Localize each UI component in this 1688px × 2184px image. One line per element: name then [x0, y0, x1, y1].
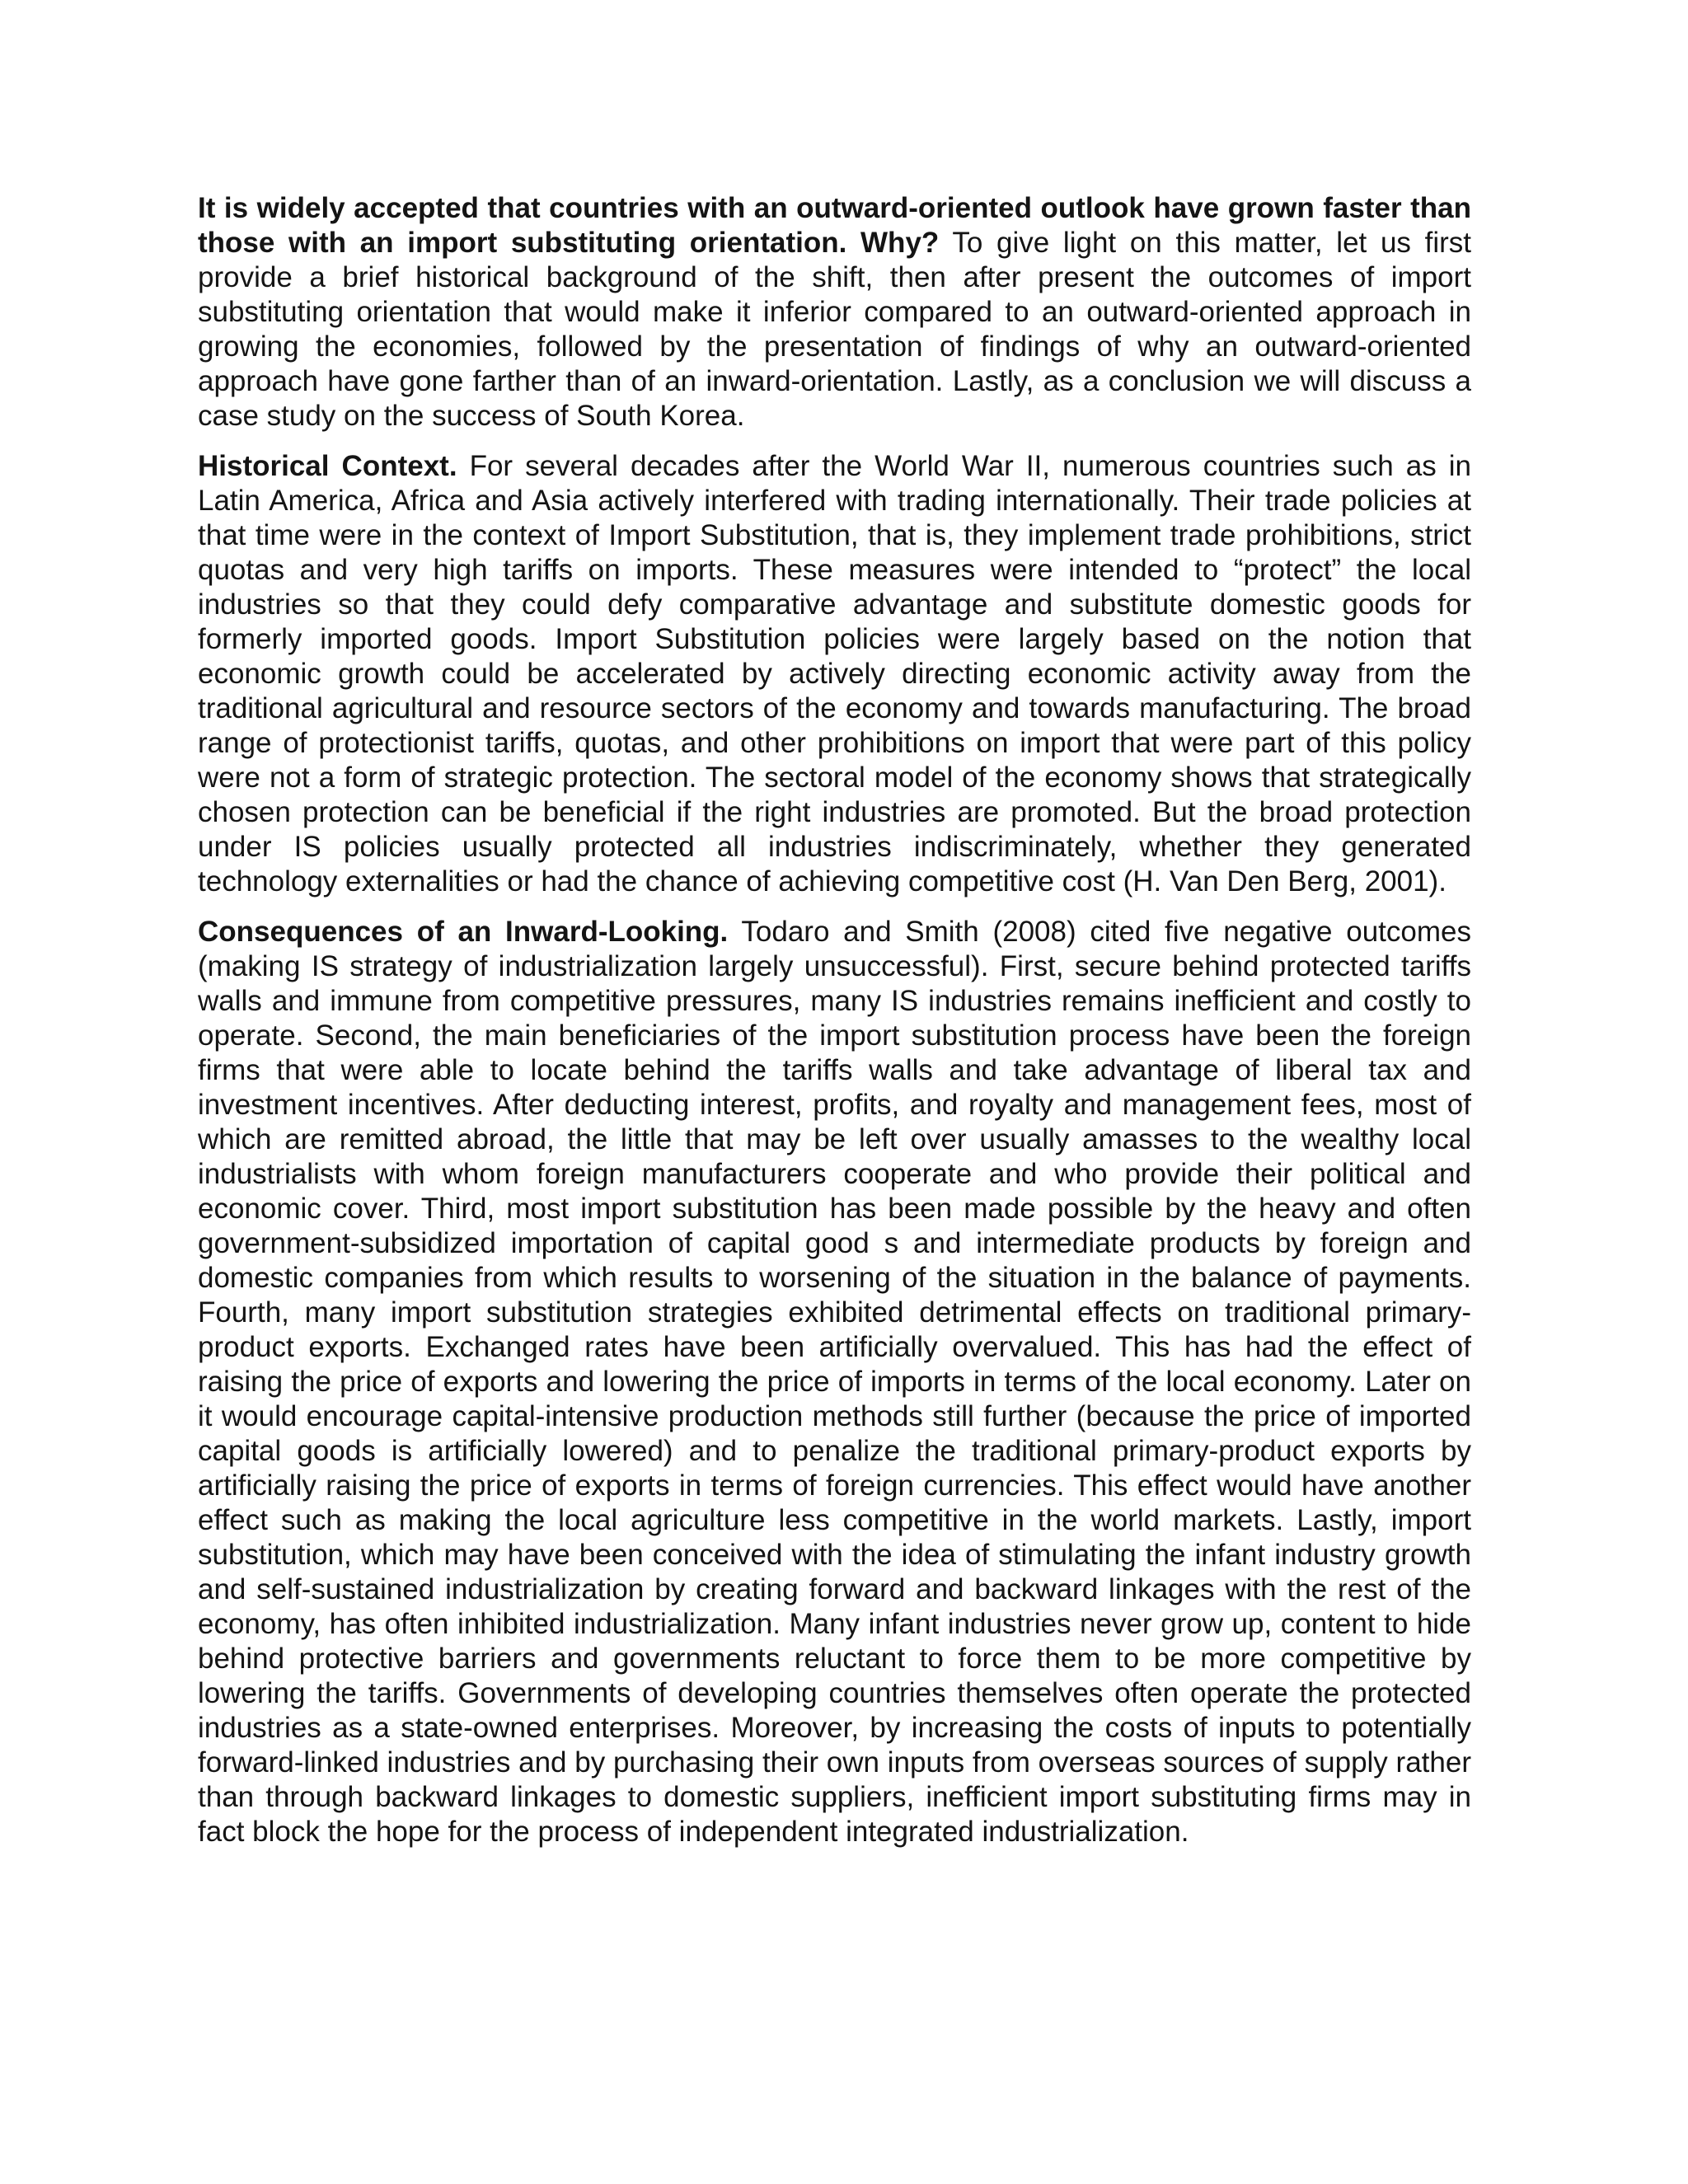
- intro-lead-question: It is widely accepted that countries with an outward-oriented outlook have grown faster than those with an import substituting orientation. Why?: [198, 192, 1471, 259]
- historical-context-body: For several decades after the World War II, numerous countries such as in Latin America, Africa and Asia actively interfered with trading internationally. Their trade policies at that time were in the context of Import Substitution, that is, they implement trade prohibitions, strict quotas and very high tariffs on imports. These measures were intended to “protect” the local industries so that they could defy comparative advantage and substitute domestic goods for formerly imported goods. Import Substitution policies were largely based on the notion that economic growth could be accelerated by actively directing economic activity away from the traditional agricultural and resource sectors of the economy and towards manufacturing. The broad range of protectionist tariffs, quotas, and other prohibitions on import that were part of this policy were not a form of strategic protection. The sectoral model of the economy shows that strategically chosen protection can be beneficial if the right industries are promoted. But the broad protection under IS policies usually protected all industries indiscriminately, whether they generated technology externalities or had the chance of achieving competitive cost (H. Van Den Berg, 2001).: [198, 450, 1471, 898]
- intro-paragraph: [198, 191, 1471, 434]
- historical-context-heading: Historical Context.: [198, 450, 457, 482]
- document-page: [198, 191, 1471, 1865]
- consequences-body: Todaro and Smith (2008) cited five negative outcomes (making IS strategy of industrialization largely unsuccessful). First, secure behind protected tariffs walls and immune from competitive pressures, many IS industries remains inefficient and costly to operate. Second, the main beneficiaries of the import substitution process have been the foreign firms that were able to locate behind the tariffs walls and take advantage of liberal tax and investment incentives. After deducting interest, profits, and royalty and management fees, most of which are remitted abroad, the little that may be left over usually amasses to the wealthy local industrialists with whom foreign manufacturers cooperate and who provide their political and economic cover. Third, most import substitution has been made possible by the heavy and often government-subsidized importation of capital good s and intermediate products by foreign and domestic companies from which results to worsening of the situation in the balance of payments. Fourth, many import substitution strategies exhibited detrimental effects on traditional primary-product exports. Exchanged rates have been artificially overvalued. This has had the effect of raising the price of exports and lowering the price of imports in terms of the local economy. Later on it would encourage capital-intensive production methods still further (because the price of imported capital goods is artificially lowered) and to penalize the traditional primary-product exports by artificially raising the price of exports in terms of foreign currencies. This effect would have another effect such as making the local agriculture less competitive in the world markets. Lastly, import substitution, which may have been conceived with the idea of stimulating the infant industry growth and self-sustained industrialization by creating forward and backward linkages with the rest of the economy, has often inhibited industrialization. Many infant industries never grow up, content to hide behind protective barriers and governments reluctant to force them to be more competitive by lowering the tariffs. Governments of developing countries themselves often operate the protected industries as a state-owned enterprises. Moreover, by increasing the costs of inputs to potentially forward-linked industries and by purchasing their own inputs from overseas sources of supply rather than through backward linkages to domestic suppliers, inefficient import substituting firms may in fact block the hope for the process of independent integrated industrialization.: [198, 916, 1471, 1848]
- consequences-heading: Consequences of an Inward-Looking.: [198, 916, 729, 948]
- intro-body: To give light on this matter, let us first provide a brief historical background of the shift, then after present the outcomes of import substituting orientation that would make it inferior compared to an outward-oriented approach in growing the economies, followed by the presentation of findings of why an outward-oriented approach have gone farther than of an inward-orientation. Lastly, as a conclusion we will discuss a case study on the success of South Korea.: [198, 227, 1472, 432]
- historical-context-paragraph: [198, 449, 1471, 899]
- consequences-paragraph: [198, 915, 1471, 1849]
